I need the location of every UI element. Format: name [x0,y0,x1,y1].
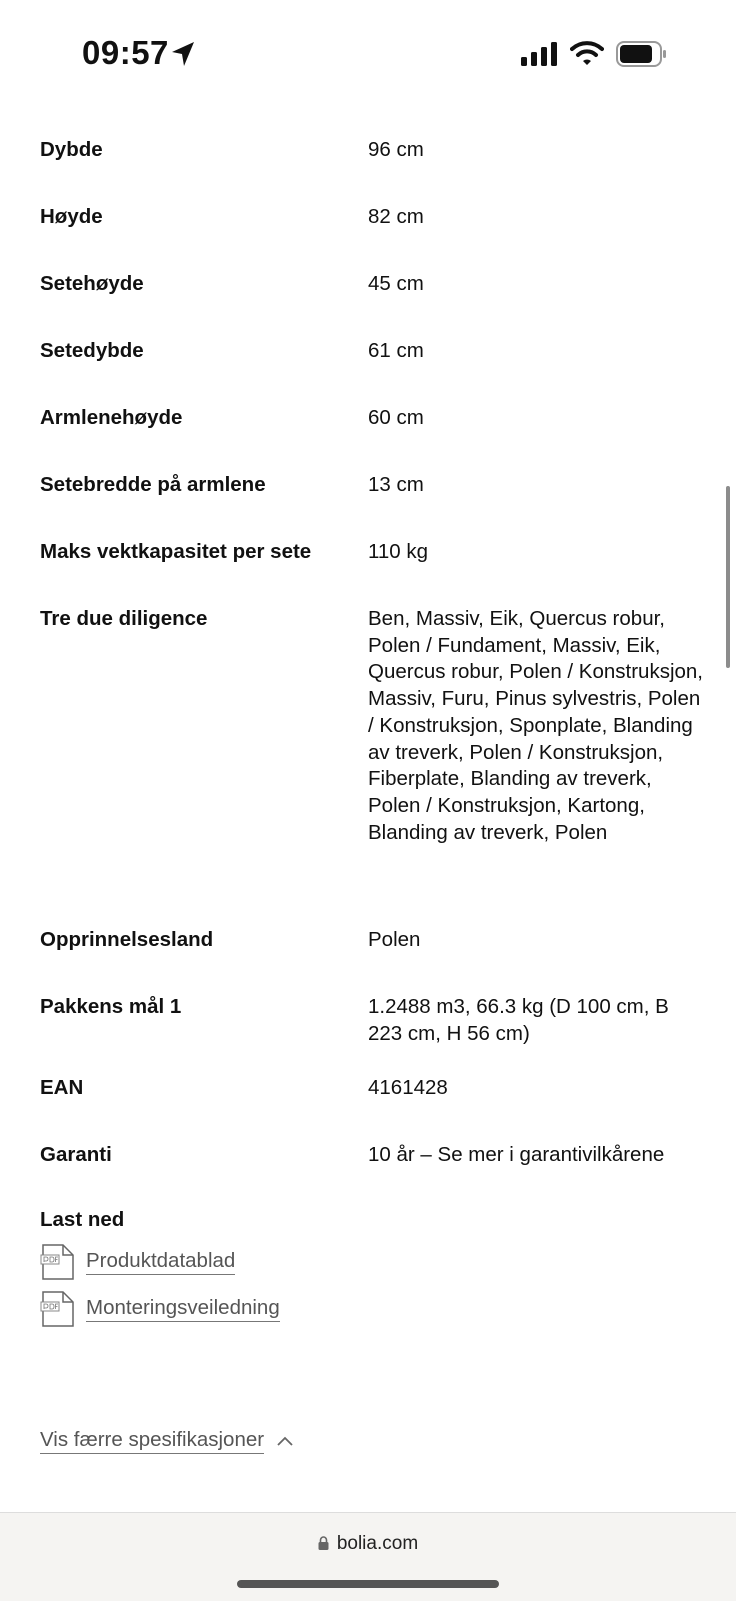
spec-label: Setedybde [40,339,144,362]
spec-label: Dybde [40,138,103,161]
show-fewer-specs-label[interactable]: Vis færre spesifikasjoner [40,1428,264,1454]
spec-value: 60 cm [368,406,424,429]
spec-value: Ben, Massiv, Eik, Quercus robur, Polen / Fundament, Massiv, Eik, Quercus robur, Polen / Konstruksjon, Massiv, Furu, Pinus sylvestris, Polen / Konstruksjon, Sponplate, Blanding av treverk, Polen / Konstruksjon, Fiberplate, Blanding av treverk, Polen / Konstruksjon, Kartong, Blanding av treverk, Polen [368,607,704,844]
download-assembly-instructions[interactable] [40,1291,280,1327]
lock-icon [318,1536,329,1550]
spec-value: 1.2488 m3, 66.3 kg (D 100 cm, B 223 cm, H 56 cm) [368,995,669,1045]
url-text: bolia.com [336,1533,419,1554]
pdf-file-icon [40,1244,76,1280]
spec-label: EAN [40,1076,84,1099]
spec-label: Pakkens mål 1 [40,995,182,1018]
spec-label: Setehøyde [40,272,144,295]
location-arrow-icon [170,40,196,68]
show-fewer-specs-button[interactable] [40,1428,294,1454]
spec-value: 13 cm [368,473,424,496]
spec-value: 96 cm [368,138,424,161]
spec-value: 4161428 [368,1076,448,1099]
spec-value: 82 cm [368,205,424,228]
address-bar[interactable] [0,1533,736,1555]
download-link-label[interactable]: Produktdatablad [86,1249,235,1275]
cellular-signal-icon [521,42,559,66]
spec-value: 45 cm [368,272,424,295]
spec-label: Armlenehøyde [40,406,183,429]
status-time: 09:57 [82,34,169,71]
download-product-datasheet[interactable] [40,1244,235,1280]
spec-value: 61 cm [368,339,424,362]
downloads-title: Last ned [40,1208,125,1231]
browser-bottom-bar [0,1512,736,1601]
spec-label: Maks vektkapasitet per sete [40,540,312,563]
status-bar [0,0,736,110]
spec-value[interactable]: 10 år – Se mer i garantivilkårene [368,1143,665,1166]
download-link-label[interactable]: Monteringsveiledning [86,1296,280,1322]
pdf-file-icon [40,1291,76,1327]
home-indicator[interactable] [237,1580,499,1588]
chevron-up-icon [276,1435,294,1447]
spec-value: 110 kg [368,540,429,563]
scrollbar[interactable] [726,486,730,668]
spec-value: Polen [368,928,421,951]
spec-label: Setebredde på armlene [40,473,266,496]
spec-label: Høyde [40,205,103,228]
wifi-icon [570,40,604,66]
battery-icon [616,40,668,68]
spec-label: Tre due diligence [40,607,208,630]
spec-label: Opprinnelsesland [40,928,214,951]
spec-label: Garanti [40,1143,112,1166]
